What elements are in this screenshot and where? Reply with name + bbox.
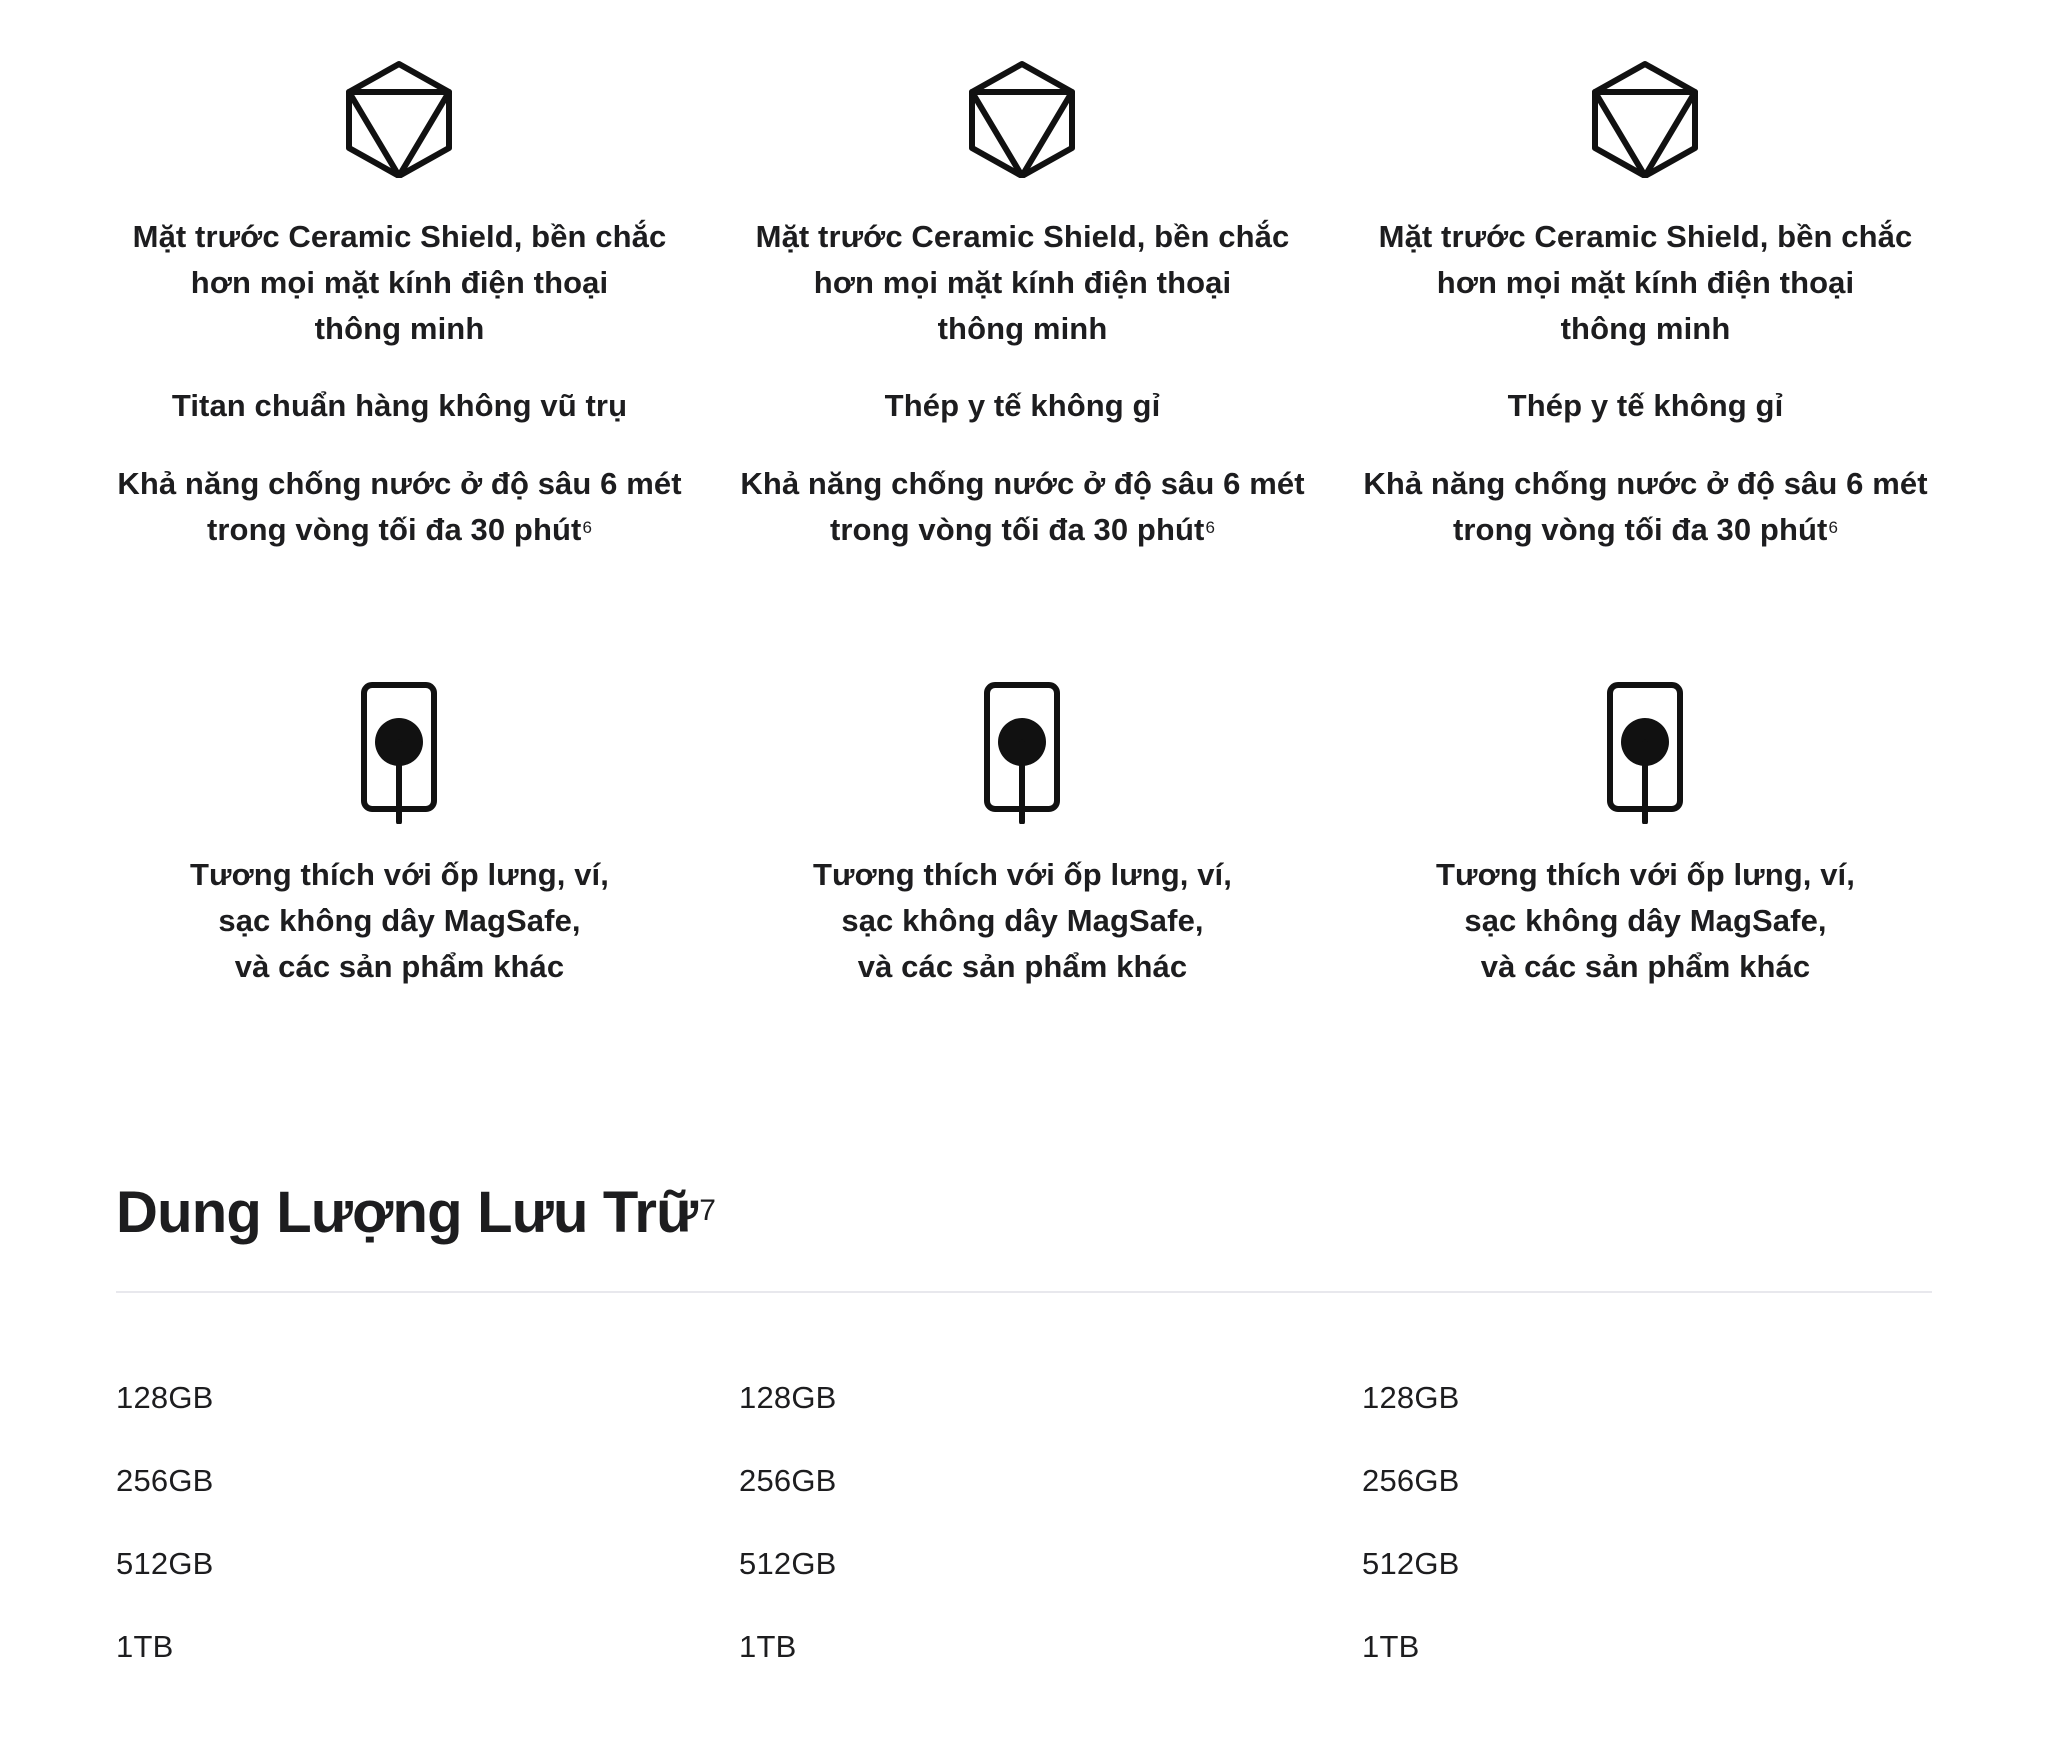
storage-option: 256GB — [116, 1463, 214, 1498]
storage-option: 256GB — [1362, 1463, 1460, 1498]
storage-option: 256GB — [739, 1463, 837, 1498]
storage-list — [1362, 1380, 1922, 1712]
storage-option: 128GB — [116, 1380, 214, 1415]
footnote-marker[interactable]: 6 — [582, 518, 593, 537]
material-text: Thép y tế không gỉ — [884, 388, 1161, 423]
water-resistance-text: Khả năng chống nước ở độ sâu 6 mét trong vòng tối đa 30 phút$^6$ — [1363, 466, 1928, 547]
footnote-marker[interactable]: 6 — [1828, 518, 1839, 537]
storage-option: 128GB — [1362, 1380, 1460, 1415]
storage-option: 512GB — [1362, 1546, 1460, 1581]
storage-option: 512GB — [739, 1546, 837, 1581]
ceramic-shield-icon — [343, 60, 455, 178]
storage-option: 512GB — [116, 1546, 214, 1581]
magsafe-text: Tương thích với ốp lưng, ví, sạc không dây MagSafe, và các sản phẩm khác — [813, 857, 1232, 984]
magsafe-text: Tương thích với ốp lưng, ví, sạc không dây MagSafe, và các sản phẩm khác — [1436, 857, 1855, 984]
storage-list — [739, 1380, 1299, 1712]
ceramic-shield-icon — [1589, 60, 1701, 178]
magsafe-text: Tương thích với ốp lưng, ví, sạc không dây MagSafe, và các sản phẩm khác — [190, 857, 609, 984]
water-resistance-text: Khả năng chống nước ở độ sâu 6 mét trong vòng tối đa 30 phút$^6$ — [740, 466, 1305, 547]
storage-option: 1TB — [116, 1629, 174, 1664]
magsafe-icon — [1605, 680, 1685, 824]
water-resistance-text: Khả năng chống nước ở độ sâu 6 mét trong vòng tối đa 30 phút$^6$ — [117, 466, 682, 547]
ceramic-shield-icon — [966, 60, 1078, 178]
ceramic-shield-text: Mặt trước Ceramic Shield, bền chắc hơn mọi mặt kính điện thoại thông minh — [755, 219, 1290, 346]
storage-option: 128GB — [739, 1380, 837, 1415]
magsafe-icon — [359, 680, 439, 824]
material-text: Titan chuẩn hàng không vũ trụ — [171, 388, 628, 423]
footnote-marker[interactable]: 6 — [1205, 518, 1216, 537]
footnote-marker[interactable]: 7 — [699, 1194, 716, 1227]
ceramic-shield-text: Mặt trước Ceramic Shield, bền chắc hơn mọi mặt kính điện thoại thông minh — [1378, 219, 1913, 346]
storage-list — [116, 1380, 676, 1712]
ceramic-shield-text: Mặt trước Ceramic Shield, bền chắc hơn mọi mặt kính điện thoại thông minh — [132, 219, 667, 346]
storage-section-title: Dung Lượng Lưu Trữ$^7$ — [116, 1180, 716, 1245]
storage-option: 1TB — [1362, 1629, 1420, 1664]
material-text: Thép y tế không gỉ — [1507, 388, 1784, 423]
magsafe-icon — [982, 680, 1062, 824]
section-divider — [116, 1291, 1932, 1293]
storage-option: 1TB — [739, 1629, 797, 1664]
